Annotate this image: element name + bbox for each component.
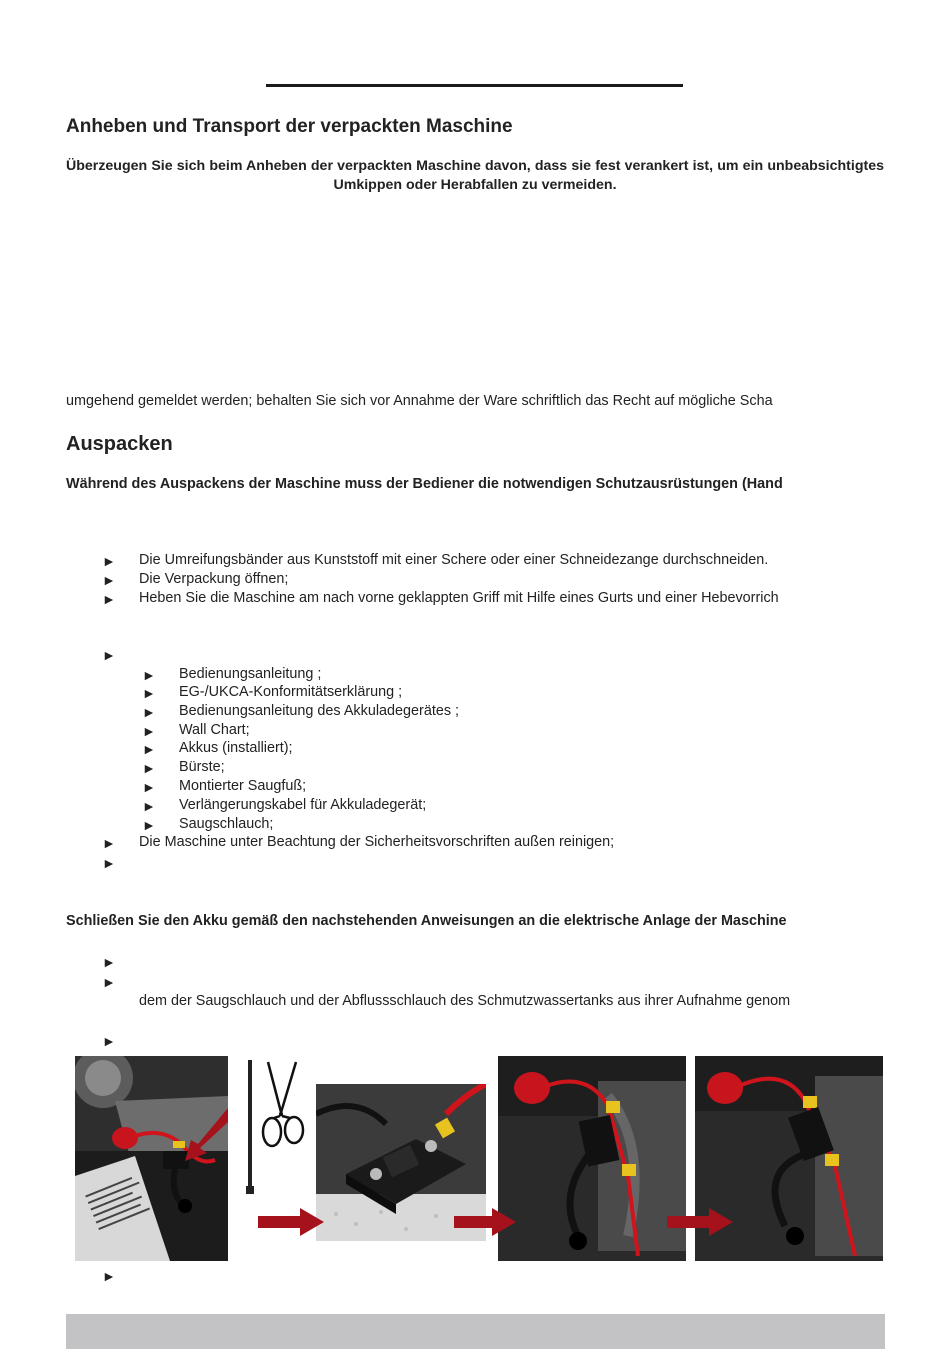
battery-photo-2 xyxy=(498,1056,686,1261)
heading-unpack: Auspacken xyxy=(66,433,173,455)
bullet-icon: ► xyxy=(142,685,156,701)
header-rule xyxy=(266,84,683,87)
contents-item: Wall Chart; xyxy=(179,722,250,738)
contents-item: Bürste; xyxy=(179,759,225,775)
damage-report-text: umgehend gemeldet werden; behalten Sie sich vor Annahme der Ware schriftlich das Recht auf mögliche Scha xyxy=(66,393,773,409)
bullet-icon: ► xyxy=(102,974,116,990)
bullet-icon: ► xyxy=(102,553,116,569)
contents-item: Bedienungsanleitung ; xyxy=(179,666,322,682)
battery-photo-1 xyxy=(75,1056,228,1261)
unpack-warning: Während des Auspackens der Maschine muss der Bediener die notwendigen Schutzausrüstungen (Hand xyxy=(66,476,783,492)
heading-transport: Anheben und Transport der verpackten Maschine xyxy=(66,116,513,137)
bullet-icon: ► xyxy=(102,1268,116,1284)
unpack-step: Heben Sie die Maschine am nach vorne geklappten Griff mit Hilfe eines Gurts und einer Hebevorrich xyxy=(139,590,779,606)
arrow-right-icon xyxy=(667,1208,733,1236)
contents-item: Akkus (installiert); xyxy=(179,740,293,756)
bullet-icon: ► xyxy=(102,954,116,970)
cut-tools xyxy=(244,1058,309,1198)
bullet-icon: ► xyxy=(142,798,156,814)
bullet-icon: ► xyxy=(102,1033,116,1049)
bullet-icon: ► xyxy=(142,723,156,739)
bullet-icon: ► xyxy=(142,704,156,720)
scissors-icon xyxy=(263,1062,303,1146)
transport-warning: Überzeugen Sie sich beim Anheben der verpackten Maschine davon, dass sie fest verankert ist, um ein unbeabsichtigtes Umkippen oder Herabfallen zu vermeiden. xyxy=(66,158,884,193)
bullet-icon: ► xyxy=(102,835,116,851)
clean-step: Die Maschine unter Beachtung der Sicherheitsvorschriften außen reinigen; xyxy=(139,834,615,850)
unpack-step: Die Umreifungsbänder aus Kunststoff mit einer Schere oder einer Schneidezange durchschneiden. xyxy=(139,552,769,568)
bullet-icon: ► xyxy=(142,817,156,833)
bullet-icon: ► xyxy=(142,741,156,757)
bullet-icon: ► xyxy=(102,572,116,588)
bullet-icon: ► xyxy=(102,647,116,663)
contents-item: Montierter Saugfuß; xyxy=(179,778,307,794)
bullet-icon: ► xyxy=(102,591,116,607)
bullet-icon: ► xyxy=(142,667,156,683)
hose-instruction: dem der Saugschlauch und der Abflussschlauch des Schmutzwassertanks aus ihrer Aufnahme genom xyxy=(139,993,791,1009)
bullet-icon: ► xyxy=(142,760,156,776)
contents-item: EG-/UKCA-Konformitätserklärung ; xyxy=(179,684,403,700)
bullet-icon: ► xyxy=(102,855,116,871)
footer-bar xyxy=(66,1314,885,1349)
cable-tie-icon xyxy=(246,1060,254,1194)
arrow-right-icon xyxy=(454,1208,516,1236)
bullet-icon: ► xyxy=(142,779,156,795)
battery-heading: Schließen Sie den Akku gemäß den nachstehenden Anweisungen an die elektrische Anlage der Maschine xyxy=(66,913,787,929)
arrow-right-icon xyxy=(258,1208,324,1236)
contents-item: Bedienungsanleitung des Akkuladegerätes ; xyxy=(179,703,460,719)
unpack-step: Die Verpackung öffnen; xyxy=(139,571,289,587)
contents-item: Verlängerungskabel für Akkuladegerät; xyxy=(179,797,427,813)
contents-item: Saugschlauch; xyxy=(179,816,274,832)
